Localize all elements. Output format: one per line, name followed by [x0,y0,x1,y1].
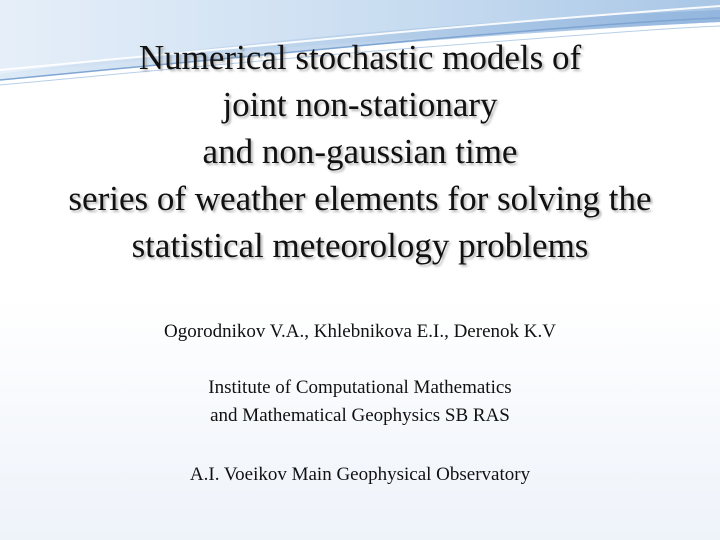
title-line: joint non-stationary [222,85,498,124]
title-line: statistical meteorology problems [131,226,589,265]
institute-line: and Mathematical Geophysics SB RAS [210,405,510,426]
title-line: Numerical stochastic models of [138,38,582,77]
authors: Ogorodnikov V.A., Khlebnikova E.I., Derenok K.V [164,321,556,342]
institute [0,374,720,430]
slide-title [0,34,720,269]
title-line: series of weather elements for solving the [68,179,652,218]
institute-line: Institute of Computational Mathematics [208,377,512,398]
title-line: and non-gaussian time [202,132,518,171]
observatory: A.I. Voeikov Main Geophysical Observatory [189,464,531,485]
